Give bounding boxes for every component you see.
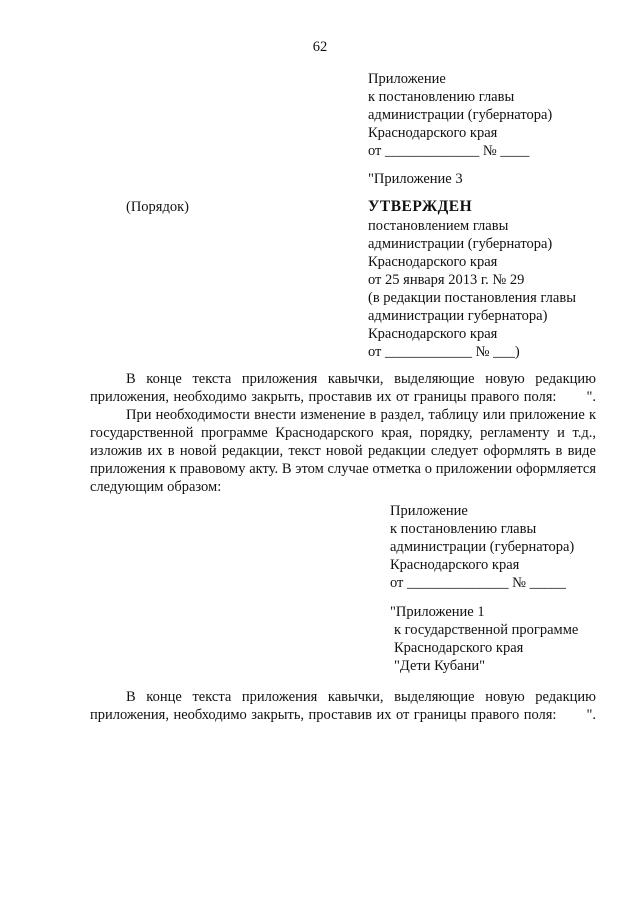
approved-line: Краснодарского края — [368, 326, 498, 342]
approved-title: УТВЕРЖДЕН — [368, 198, 473, 215]
paragraph-new-edition — [90, 406, 596, 496]
header-attachment-line: администрации (губернатора) — [368, 107, 553, 123]
header-attachment-line: к постановлению главы — [368, 89, 515, 105]
header-attachment-block — [368, 70, 552, 160]
example-appendix1-line: "Дети Кубани" — [394, 658, 486, 674]
approved-line: (в редакции постановления главы — [368, 290, 576, 306]
example-attachment-line: администрации (губернатора) — [390, 539, 575, 555]
header-attachment-line: от _____________ № ____ — [368, 143, 530, 159]
approved-line: Краснодарского края — [368, 254, 498, 270]
header-attachment-line: Приложение — [368, 71, 446, 87]
example-appendix1-line: "Приложение 1 — [390, 604, 485, 620]
example-attachment-line: Приложение — [390, 503, 468, 519]
paragraph-closing-quotes-final — [90, 688, 596, 724]
example-attachment-line: к постановлению главы — [390, 521, 537, 537]
closing-quote-mark: ". — [586, 707, 596, 723]
example-appendix1-line: к государственной программе — [394, 622, 579, 638]
paragraph-text: При необходимости внести изменение в раздел, таблицу или приложение к государственной программе Краснодарского края, порядку, регламенту и т.д., изложив их в новой редакции, текст новой редакции следует оформлять в виде приложения к правовому акту. В этом случае отметка о приложении оформляется следующим образом: — [90, 407, 596, 495]
example-attachment-block — [390, 502, 574, 592]
approved-line: администрации (губернатора) — [368, 236, 553, 252]
approved-line: постановлением главы — [368, 218, 509, 234]
approved-line: администрации губернатора) — [368, 308, 548, 324]
side-note-procedure: (Порядок) — [126, 199, 189, 215]
paragraph-closing-quotes — [90, 370, 596, 406]
example-appendix1-block — [390, 603, 578, 675]
closing-quote-mark: ". — [586, 389, 596, 405]
appendix3-label: "Приложение 3 — [368, 171, 463, 187]
approved-block — [368, 198, 576, 361]
example-attachment-line: от ______________ № _____ — [390, 575, 566, 591]
approved-line: от 25 января 2013 г. № 29 — [368, 272, 525, 288]
example-attachment-line: Краснодарского края — [390, 557, 520, 573]
paragraph-text: В конце текста приложения кавычки, выделяющие новую редакцию приложения, необходимо закрыть, проставив их от границы правого поля: — [90, 371, 596, 405]
example-appendix1-line: Краснодарского края — [394, 640, 524, 656]
header-attachment-line: Краснодарского края — [368, 125, 498, 141]
approved-line: от ____________ № ___) — [368, 344, 520, 360]
page-number: 62 — [312, 39, 328, 55]
paragraph-text: В конце текста приложения кавычки, выделяющие новую редакцию приложения, необходимо закрыть, проставив их от границы правого поля: — [90, 689, 596, 723]
